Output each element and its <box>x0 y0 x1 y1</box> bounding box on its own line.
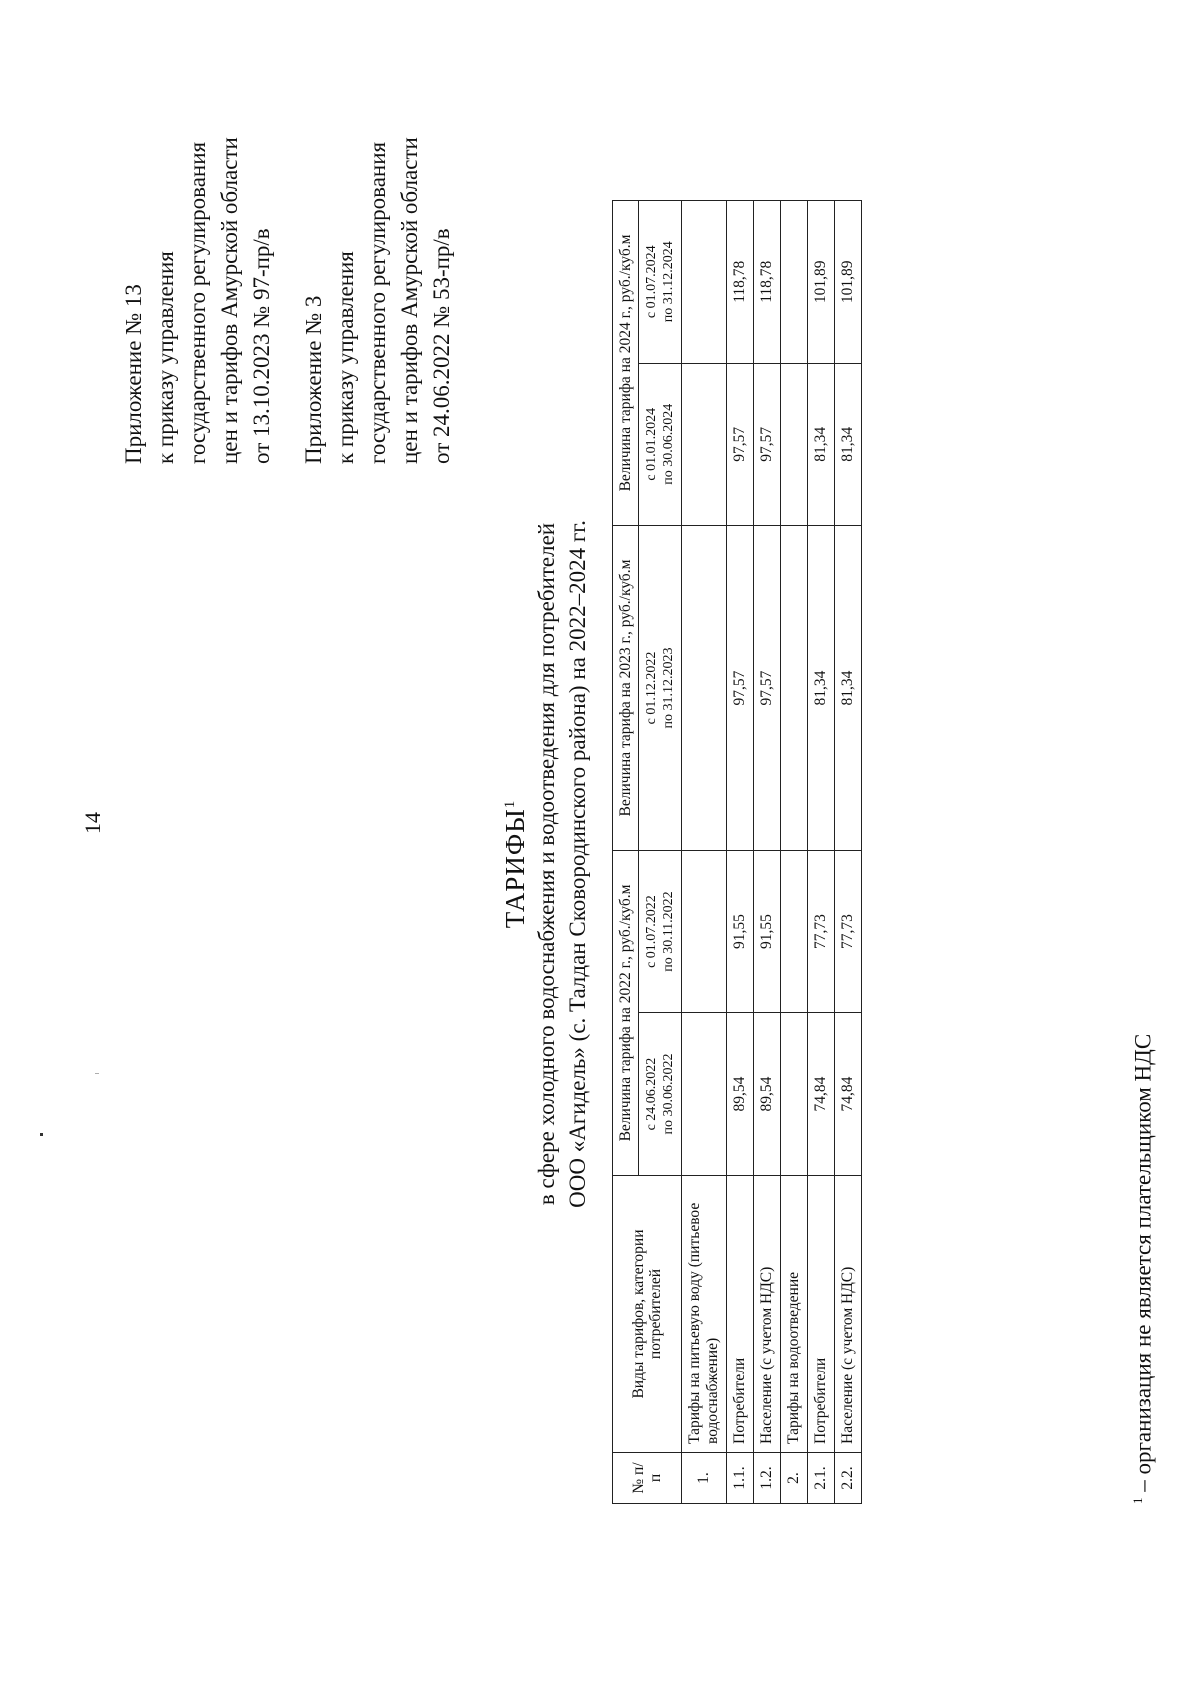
period-header <box>639 363 682 525</box>
row-value <box>781 851 808 1013</box>
period-header <box>639 201 682 364</box>
row-value: 97,57 <box>727 526 754 851</box>
header-no: № п/п <box>613 1453 682 1504</box>
appendix-3-line: к приказу управления <box>333 251 358 464</box>
scan-speck <box>40 1133 43 1136</box>
header-name: Виды тарифов, категории потребителей <box>613 1176 682 1453</box>
footnote-mark: 1 <box>1130 1497 1145 1504</box>
appendix-13-block <box>118 137 278 464</box>
header-group-2022: Величина тарифа на 2022 г., руб./куб.м <box>613 851 639 1176</box>
row-value: 101,89 <box>808 201 835 364</box>
table-row <box>727 201 754 1504</box>
table-row <box>835 201 862 1504</box>
document-title <box>500 324 531 1404</box>
period-to: по 31.12.2023 <box>661 647 676 729</box>
header-group-2023: Величина тарифа на 2023 г., руб./куб.м <box>613 526 639 851</box>
period-from: с 01.01.2024 <box>644 407 659 481</box>
row-value: 81,34 <box>808 363 835 525</box>
appendix-3-line: цен и тарифов Амурской области <box>397 137 422 464</box>
footnote <box>1130 1034 1157 1504</box>
row-value: 91,55 <box>754 851 781 1013</box>
row-value <box>682 1013 727 1176</box>
row-name: Потребители <box>808 1176 835 1453</box>
row-value <box>781 1013 808 1176</box>
row-value: 74,84 <box>835 1013 862 1176</box>
period-to: по 31.12.2024 <box>661 241 676 323</box>
row-value <box>781 526 808 851</box>
period-to: по 30.06.2022 <box>661 1053 676 1135</box>
row-name: Потребители <box>727 1176 754 1453</box>
row-code: 1.1. <box>727 1453 754 1504</box>
row-code: 1. <box>682 1453 727 1504</box>
table-row <box>754 201 781 1504</box>
row-value: 89,54 <box>754 1013 781 1176</box>
period-from: с 01.07.2022 <box>644 895 659 968</box>
appendix-13-line: к приказу управления <box>153 251 178 464</box>
row-value: 77,73 <box>835 851 862 1013</box>
row-name: Тарифы на питьевую воду (питьевое водоснабжение) <box>682 1176 727 1453</box>
appendix-13-line: от 13.10.2023 № 97-пр/в <box>249 228 274 464</box>
period-to: по 30.11.2022 <box>661 891 676 972</box>
title-footnote-mark: 1 <box>502 799 518 809</box>
row-value: 81,34 <box>835 526 862 851</box>
header-group-2024: Величина тарифа на 2024 г., руб./куб.м <box>613 201 639 526</box>
period-from: с 01.07.2024 <box>644 245 659 319</box>
row-value: 81,34 <box>808 526 835 851</box>
scan-speck <box>95 1073 99 1074</box>
row-value <box>682 201 727 364</box>
row-name: Население (с учетом НДС) <box>835 1176 862 1453</box>
row-value: 97,57 <box>754 363 781 525</box>
row-value: 74,84 <box>808 1013 835 1176</box>
page-number: 14 <box>80 812 105 834</box>
row-name: Тарифы на водоотведение <box>781 1176 808 1453</box>
footnote-text: – организация не является плательщиком НДС <box>1130 1033 1156 1498</box>
table-row <box>682 201 727 1504</box>
table-row <box>808 201 835 1504</box>
row-value <box>682 851 727 1013</box>
period-from: с 24.06.2022 <box>644 1057 659 1131</box>
row-code: 2.1. <box>808 1453 835 1504</box>
row-value <box>781 363 808 525</box>
title-text: ТАРИФЫ <box>500 808 530 929</box>
appendix-3-line: государственного регулирования <box>365 141 390 464</box>
row-value <box>682 526 727 851</box>
row-value: 97,57 <box>754 526 781 851</box>
appendix-3-line: Приложение № 3 <box>301 295 326 464</box>
table-row <box>781 201 808 1504</box>
row-name: Население (с учетом НДС) <box>754 1176 781 1453</box>
row-code: 2.2. <box>835 1453 862 1504</box>
appendix-3-line: от 24.06.2022 № 53-пр/в <box>429 228 454 464</box>
appendix-13-line: цен и тарифов Амурской области <box>217 137 242 464</box>
table-header-row <box>613 201 639 1504</box>
period-header <box>639 526 682 851</box>
row-code: 1.2. <box>754 1453 781 1504</box>
appendix-13-line: государственного регулирования <box>185 141 210 464</box>
row-value: 118,78 <box>754 201 781 364</box>
period-header <box>639 1013 682 1176</box>
row-value: 97,57 <box>727 363 754 525</box>
period-to: по 30.06.2024 <box>661 403 676 485</box>
row-value: 81,34 <box>835 363 862 525</box>
row-value: 89,54 <box>727 1013 754 1176</box>
period-from: с 01.12.2022 <box>644 651 659 725</box>
document-subtitle-line-2: ООО «Агидель» (с. Талдан Сковородинского района) на 2022–2024 гг. <box>565 520 590 1208</box>
row-value <box>781 201 808 364</box>
row-code: 2. <box>781 1453 808 1504</box>
row-value <box>682 363 727 525</box>
row-value: 118,78 <box>727 201 754 364</box>
period-header <box>639 851 682 1013</box>
appendix-13-line: Приложение № 13 <box>121 284 146 464</box>
document-subtitle-line-1: в сфере холодного водоснабжения и водоотведения для потребителей <box>534 522 559 1206</box>
tariffs-table <box>612 200 862 1504</box>
row-value: 101,89 <box>835 201 862 364</box>
row-value: 77,73 <box>808 851 835 1013</box>
document-heading <box>500 324 593 1404</box>
row-value: 91,55 <box>727 851 754 1013</box>
appendix-3-block <box>298 137 458 464</box>
